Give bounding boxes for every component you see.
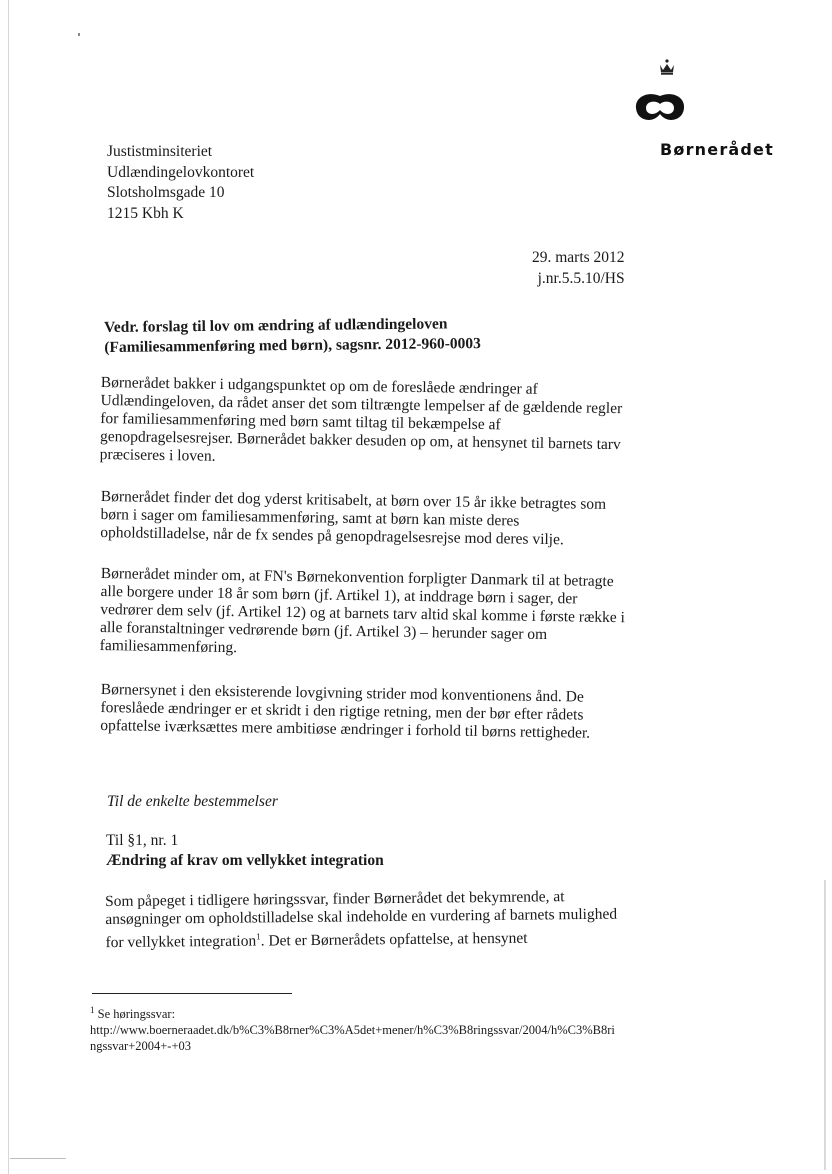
date-block	[532, 248, 625, 289]
subject-heading	[104, 313, 544, 358]
reference-number: j.nr.5.5.10/HS	[537, 269, 625, 287]
recipient-line: 1215 Kbh K	[107, 204, 184, 222]
footnote-number: 1	[90, 1005, 95, 1015]
body-paragraph: Børnersynet i den eksisterende lovgivning strider mod konventionens ånd. De foreslåede ændringer er et skridt i den rigtige retning, men der bør efter rådets opfattelse iværksættes mere ambitiøse ændringer i forhold til børns rettigheder.	[100, 681, 591, 742]
subject-line-1: Vedr. forslag til lov om ændring af udlændingeloven	[104, 315, 448, 336]
recipient-line: Justistminsiteriet	[107, 143, 213, 160]
crown-icon	[657, 58, 677, 76]
paragraph-text: Som påpeget i tidligere høringssvar, finder Børnerådet det bekymrende, at ansøgninger om opholdstilladelse skal indeholde en vurdering af barnets mulighed for vellykket integration	[105, 888, 618, 952]
footnote	[90, 1002, 620, 1054]
scan-edge-right	[824, 880, 826, 1170]
recipient-line: Slotsholmsgade 10	[107, 184, 225, 201]
scan-bottom-mark	[10, 1158, 66, 1159]
recipient-line: Udlændingelovkontoret	[107, 163, 255, 181]
scan-speck	[78, 33, 80, 36]
provision-reference: Til §1, nr. 1	[106, 832, 179, 849]
recipient-address	[107, 142, 254, 224]
body-paragraph-last	[105, 887, 636, 952]
scan-edge-left	[8, 0, 9, 1174]
subject-line-2: (Familiesammenføring med børn), sagsnr. 2012-960-0003	[104, 335, 481, 356]
footnote-divider	[92, 993, 292, 994]
logo-mark-icon	[633, 90, 687, 126]
body-paragraph: Børnerådet finder det dog yderst kritisabelt, at børn over 15 år ikke betragtes som børn i sager om familiesammenføring, samt at børn kan miste deres opholdstilladelse, når de fx sendes på genopdragelsesrejse mod deres vilje.	[100, 488, 607, 549]
body-paragraph: Børnerådet minder om, at FN's Børnekonvention forpligter Danmark til at betragte alle borgere under 18 år som børn (jf. Artikel 1), at inddrage børn i sager, der vedrører dem selv (jf. Artikel 12) og at barnets tarv altid skal komme i første række i alle foranstaltninger vedrørende børn (jf. Artikel 3) – herunder sager om familiesammenføring.	[99, 565, 626, 657]
logo-wordmark: Børnerådet	[660, 140, 774, 159]
footnote-url[interactable]: http://www.boerneraadet.dk/b%C3%B8rner%C3%A5det+mener/h%C3%B8ringssvar/2004/h%C3%B8ringssvar+2004+-+03	[90, 1023, 615, 1054]
body-paragraph: Børnerådet bakker i udgangspunktet op om de foreslåede ændringer af Udlændingeloven, da rådet anser det som tiltrængte lempelser af de gældende regler for familiesammenføring med børn samt tiltag til bekæmpelse af genopdragelsesrejser. Børnerådet bakker desuden op om, at hensynet til barnets tarv præciseres i loven.	[99, 374, 623, 465]
footnote-marker: 1	[256, 931, 261, 942]
paragraph-text: . Det er Børnerådets opfattelse, at hensynet	[260, 929, 528, 950]
letter-date: 29. marts 2012	[532, 249, 625, 266]
section-title: Til de enkelte bestemmelser	[107, 793, 278, 810]
provision-heading: Ændring af krav om vellykket integration	[106, 852, 384, 869]
footnote-label: Se høringssvar:	[97, 1007, 176, 1022]
